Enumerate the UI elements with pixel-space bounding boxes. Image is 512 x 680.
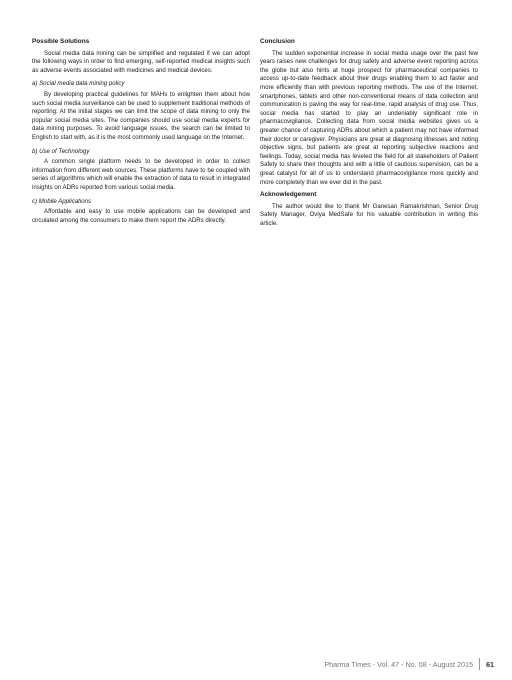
section-a-body: By developing practical guidelines for MAHs to enlighten them about how such social media surveillance can be used to supplement traditional methods of reporting: At the initial stages we can limit the scope of data mining to only the popular social media sites. The companies should use social media experts for data mining purposes. To avoid language issues, the search can be limited to English to start with, as it is the most commonly used language on the Internet. <box>32 90 250 141</box>
page-number: 61 <box>486 660 494 669</box>
section-b-title: b) Use of Technology <box>32 147 90 155</box>
journal-citation: Pharma Times - Vol. 47 - No. 08 - August 2015 <box>324 660 473 669</box>
section-c-title: c) Mobile Applications <box>32 197 92 205</box>
footer-divider <box>479 658 480 670</box>
conclusion-body: The sudden exponential increase in social media usage over the past few years raises new challenges for drug safety and adverse event reporting across the globe but also hints at huge prospect for pharmaceutical companies to access up-to-date feedback about their drugs enabling them to act faster and more efficiently than with previous reporting methods. The use of the Internet, smartphones, tablets and other non-conventional means of data collection and communication is paving the way for real-time, rapid analysis of drug use. Thus, social media has started to play an undeniably significant role in pharmacovigilance. Collecting data from social media websites gives us a greater chance of capturing ADRs about which a patient may not have informed their doctor or caregiver. Physicians are great at diagnosing illnesses and noting objective signs, but patients are great at reporting subjective reactions and feelings. Today, social media has leveled the field for all stakeholders of Patient Safety to share their thoughts and with a little of cautious supervision, can be a great catalyst for all of us to understand pharmacovigilance more quickly and more completely than we ever did in the past. <box>260 49 478 186</box>
acknowledgement-heading: Acknowledgement <box>260 191 317 199</box>
section-a-title: a) Social media data mining policy <box>32 80 125 88</box>
page-footer <box>250 658 494 670</box>
section-c-body: Affordable and easy to use mobile applications can be developed and circulated among the consumers to make them report the ADRs directly. <box>32 208 250 224</box>
possible-solutions-heading: Possible Solutions <box>32 38 90 45</box>
conclusion-heading: Conclusion <box>260 38 295 45</box>
section-b-body: A common single platform needs to be developed in order to collect information from different web sources. These platforms have to be coupled with series of algorithms which will enable the extraction of data to result in integrated insights on ADRs reported from various social media. <box>32 158 250 191</box>
possible-solutions-intro: Social media data mining can be simplified and regulated if we can adopt the following ways in order to find emerging, self-reported medical insights such as adverse events associated with medicines and medical devices: <box>32 49 250 74</box>
left-column <box>32 38 250 227</box>
acknowledgement-body: The author would like to thank Mr Ganesan Ramakrishnan, Senior Drug Safety Manager, Oviya MedSafe for his valuable contribution in writing this article. <box>260 202 478 227</box>
right-column <box>260 38 478 230</box>
